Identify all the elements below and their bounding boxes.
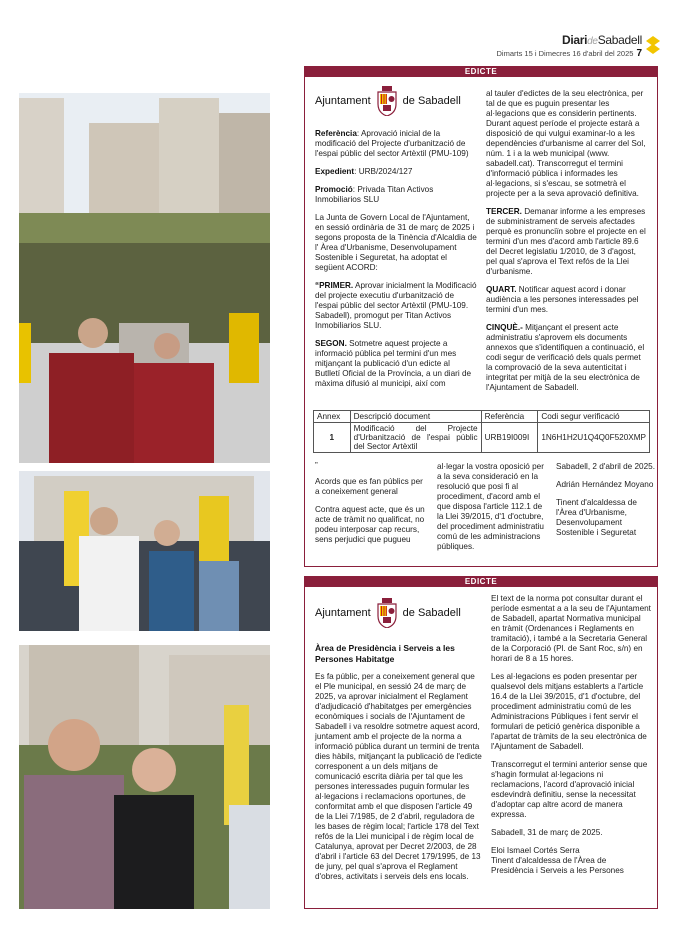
table-header: Codi segur verificació (538, 411, 650, 423)
allegacions-paragraph: Les al·legacions es poden presentar per qualsevol dels mitjans establerts a l'article 16.4 de la Llei 39/2015, d'1 d'octubre, del procediment administratiu comú de les Administracions Públiques i fent servir el formulari de petició genèrica disponible a l'apartat de tràmits de la seu electrònica de l'Ajuntament de Sabadell. (491, 672, 647, 751)
table-cell: 1 (314, 423, 351, 453)
dateline (497, 48, 642, 59)
table-header: Annex (314, 411, 351, 423)
segon-paragraph: SEGON. Sotmetre aquest projecte a informació pública pel termini d'un mes mitjançant la publicació d'un edicte al Butlletí Oficial de la Província, a un diari de màxima difusió al municipi, així com (315, 339, 472, 388)
transcorregut-paragraph: Transcorregut el termini anterior sense que s'hagin formulat al·legacions ni reclamacions, l'acord d'aprovació inicial esdevindrà definitiu, sense la necessitat d'adoptar cap altre acord de manera expressa. (491, 760, 648, 819)
signatory-title: Tinent d'alcaldessa de l'Àrea de Presidència i Serveis a les Persones (491, 856, 624, 875)
masthead-de: de (587, 36, 598, 47)
edict1-column-1 (315, 129, 477, 397)
primer-paragraph: “PRIMER. Aprovar inicialment la Modificació del projecte executiu d'urbanització de l'espai públic del sector Artèxtil (PMU-109. Sabadell), promogut per Titan Activos Inmobiliarios SLU. (315, 281, 477, 330)
coat-of-arms-icon (376, 598, 398, 628)
date-text: Dimarts 15 i Dimecres 16 d'abril del 2025 (496, 49, 634, 58)
table-cell: 1N6H1H2U1Q4Q0F520XMP (538, 423, 650, 453)
edict2-heading: Àrea de Presidència i Serveis a les Persones Habitatge (315, 643, 455, 664)
masthead (562, 33, 642, 47)
signatory-name: Eloi Ismael Cortés Serra (491, 846, 580, 855)
signatory-name: Adrián Hernández Moyano (556, 480, 654, 489)
de-sabadell-text: de Sabadell (402, 607, 461, 619)
table-cell: URB19I009I (481, 423, 538, 453)
edict2-column-1 (315, 672, 483, 890)
closing-quote: ” (315, 461, 318, 470)
photo-palms-crowd (19, 471, 270, 631)
date-place: Sabadell, 2 d'abril de 2025. (556, 462, 655, 471)
ajuntament-text: Ajuntament (315, 95, 371, 107)
masthead-diari: Diari (561, 33, 588, 47)
photo-couple-palms (19, 645, 270, 909)
edict1-bottom-col-2 (437, 462, 547, 560)
ajuntament-header (315, 598, 461, 628)
annex-table (313, 410, 650, 453)
edict-bar: EDICTE (305, 67, 657, 77)
edict1-bottom-col-3 (556, 462, 656, 546)
ajuntament-text: Ajuntament (315, 607, 371, 619)
tercer-paragraph: TERCER. Demanar informe a les empreses de subministrament de serveis afectades perquè es pronunciïn sobre el projecte en el termini d'un mes d'acord amb l'article 89.6 del Decret legislatiu 1/2010, de 3 d'agost, pel qual s'aprova el Text refós de la Llei d'urbanisme. (486, 207, 646, 276)
intro-paragraph: La Junta de Govern Local de l'Ajuntament, en sessió ordinària de 31 de març de 2025 i segons proposta de la Tinència d'Alcaldia de l' Àrea d'Urbanisme, Desenvolupament Sostenible i Seguretat, ha adoptat el següent ACORD: (315, 213, 477, 272)
continuation-paragraph: al tauler d'edictes de la seu electrònica, per tal de que es puguin presentar les al·legacions que es considerin pertinents. Durant aquest període el projecte estarà a disposició de qui vulgui examinar-lo a les dependències d'urbanisme al carrer del Sol, núm. 1 i a la web municipal (www. sabadell.cat). Transcorregut el termini d'informació pública i informades les al·legacions, si s'escau, se sotmetrà el projecte per a la seva aprovació definitiva. (486, 89, 646, 198)
recurs-paragraph: Contra aquest acte, que és un acte de tràmit no qualificat, no podeu interposar cap recurs, sens perjudici que pugueu (315, 505, 425, 544)
consultation-paragraph: El text de la norma pot consultar durant el període esmentat a a la seu de l'Ajuntament de Sabadell, apartat Normativa municipal en tràmit (Ordenances i Reglaments en tramitació), i també a la Secretaria General de la Corporació (Pl. de Sant Roc, s/n) en horari de 8 a 15 hores. (491, 594, 651, 663)
table-header: Referència (481, 411, 538, 423)
edict-bar: EDICTE (305, 577, 657, 587)
edict1-column-2 (486, 89, 648, 401)
page-number: 7 (636, 48, 642, 59)
cinque-paragraph: CINQUÈ.- Mitjançant el present acte administratiu s'aprovem els documents annexos que s'identifiquen a continuació, el codi segur de verificació dels quals permet la comprovació de la seva autenticitat i integritat per mitjà de la seu electrònica de l'Ajuntament de Sabadell. (486, 323, 645, 392)
masthead-sabadell: Sabadell (597, 33, 642, 47)
date-place: Sabadell, 31 de març de 2025. (491, 828, 603, 837)
table-header-row (314, 411, 650, 423)
de-sabadell-text: de Sabadell (402, 95, 461, 107)
table-cell: Modificació del Projecte d'Urbanització de l'espai públic del Sector Artèxtil (350, 423, 481, 453)
quart-paragraph: QUART. Notificar aquest acord i donar audiència a les persones interessades pel termini d'un mes. (486, 285, 639, 314)
acords-paragraph: Acords que es fan públics per a coneixement general (315, 477, 423, 496)
promocio-paragraph: Promoció: Privada Titan Activos Inmobiliarios SLU (315, 185, 434, 204)
table-row (314, 423, 650, 453)
body-paragraph: Es fa públic, per a coneixement general que el Ple municipal, en sessió 24 de març de 2025, va aprovar inicialment el Reglament d'adjudicació d'habitatges per emergències econòmiques i socials de l'Ajuntament de Sabadell i va resoldre sotmetre aquest acord, juntament amb el projecte de la norma a informació pública durant un termini de trenta dies hàbils, mitjançant la publicació de l'edicte corresponent a un dels mitjans de comunicació escrita diària per tal que les persones interessades puguin formular les al·legacions i reclamacions oportunes, de conformitat amb el que disposen l'article 49 de la Llei 7/1985, de 2 d'abril, reguladora de les bases de règim local; l'article 178 del Text refós de la Llei municipal i de règim local de Catalunya, aprovat per Decret 2/2003, de 28 d'abril i l'article 63 del Decret 179/1995, de 13 de juny, pel qual s'aprova el Reglament d'obres, activitats i serveis dels ens locals. (315, 672, 482, 881)
allegar-paragraph: al·legar la vostra oposició per a la seva consideració en la resolució que posi fi al procediment, d'acord amb el que disposa l'article 112.1 de la Llei 39/2015, d'1 d'octubre, del procediment administratiu comú de les administracions públiques. (437, 462, 544, 551)
edict1-bottom-col-1 (315, 461, 427, 553)
signatory-title: Tinent d'alcaldessa de l'Àrea d'Urbanisme, Desenvolupament Sostenible i Seguretat (556, 498, 637, 537)
referencia-paragraph: Referència: Aprovació inicial de la modificació del Projecte d'urbanització de l'espai públic del sector Artèxtil (PMU-109) (315, 129, 469, 158)
expedient-paragraph: Expedient: URB/2024/127 (315, 167, 413, 176)
edict2-column-2 (491, 594, 651, 884)
ajuntament-header (315, 86, 461, 116)
photo-palm-procession (19, 93, 270, 463)
table-header: Descripció document (350, 411, 481, 423)
coat-of-arms-icon (376, 86, 398, 116)
diamond-logo-icon (646, 36, 660, 54)
